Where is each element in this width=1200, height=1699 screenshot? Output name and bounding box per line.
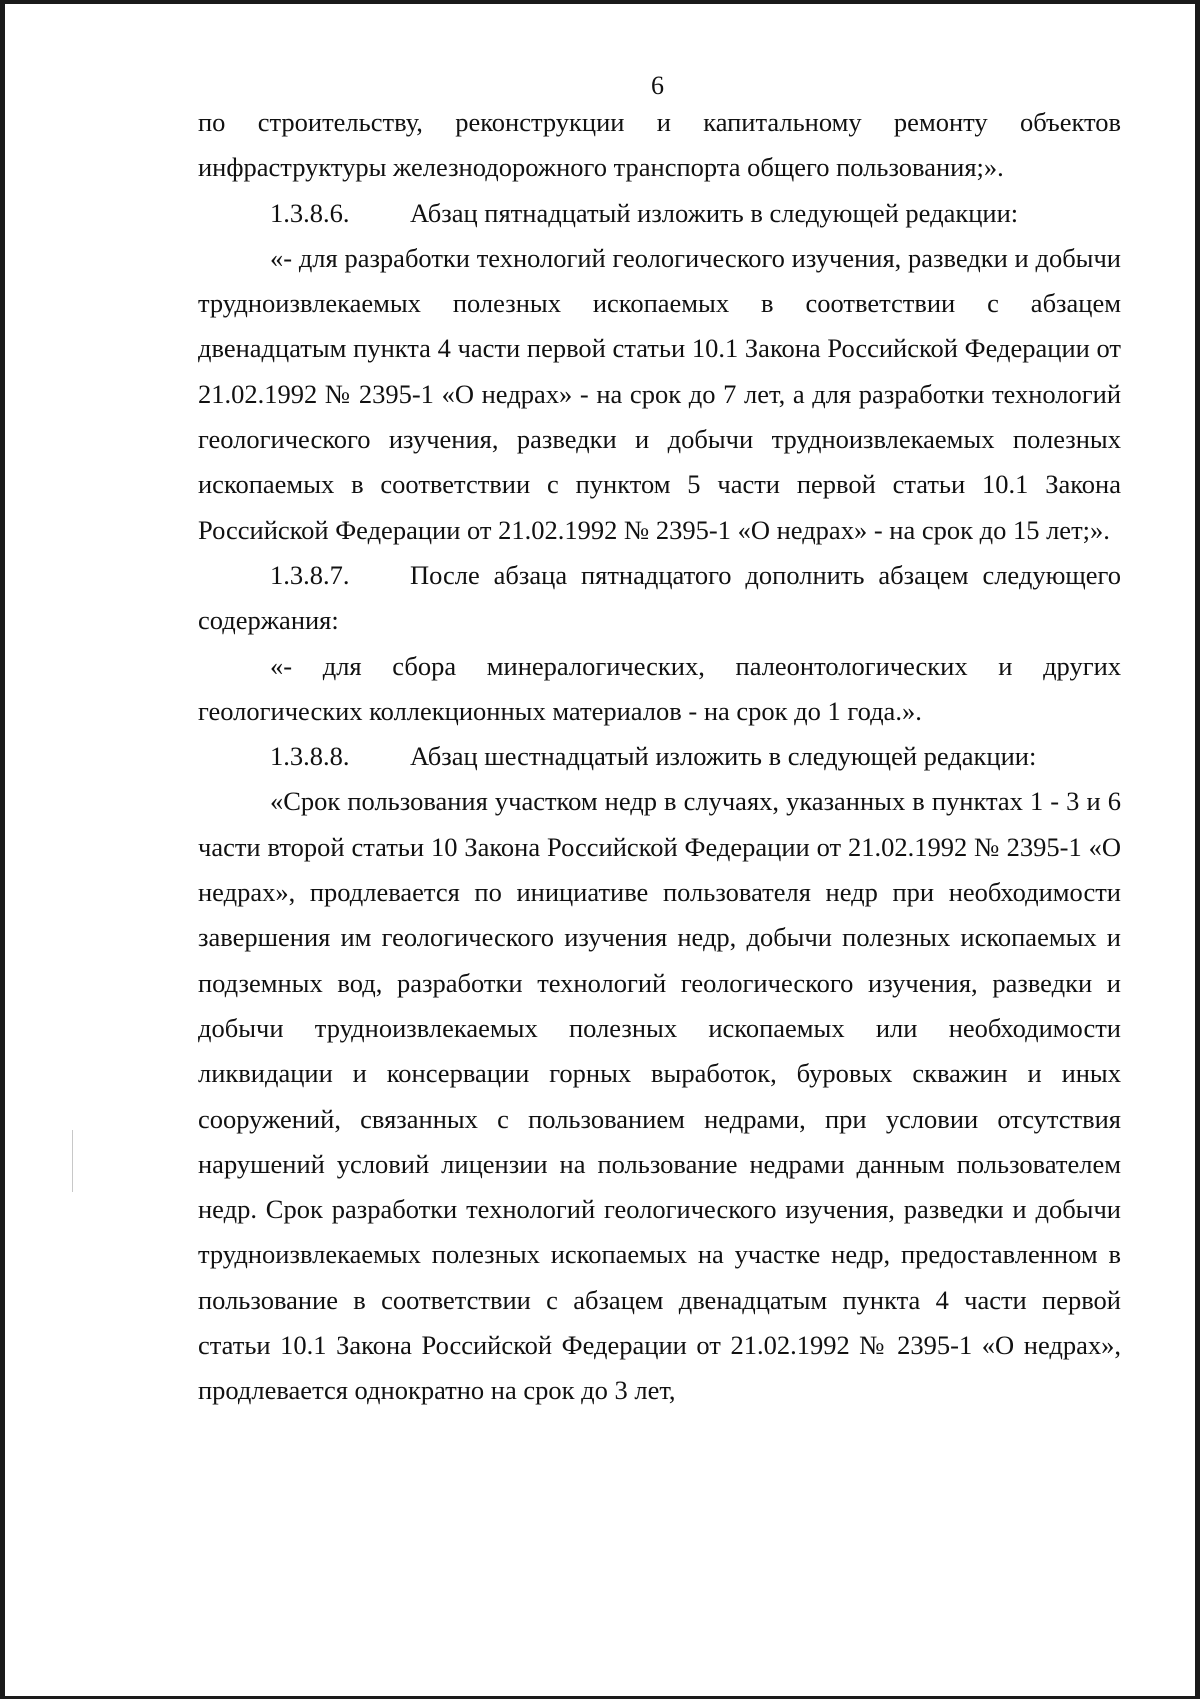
paragraph-item-1-3-8-7 <box>198 553 1121 644</box>
item-text: Абзац пятнадцатый изложить в следующей редакции: <box>410 197 1019 228</box>
item-number: 1.3.8.6. <box>270 197 350 228</box>
paragraph-quote-2: «- для сбора минералогических, палеонтологических и других геологических коллекционных материалов - на срок до 1 года.». <box>198 650 1121 726</box>
paragraph-continuation: по строительству, реконструкции и капитальному ремонту объектов инфраструктуры железнодорожного транспорта общего пользования;». <box>198 107 1121 183</box>
item-text: После абзаца пятнадцатого дополнить абзацем следующего содержания: <box>198 559 1121 636</box>
scan-artifact-line <box>72 1130 73 1192</box>
paragraph-quote-1: «- для разработки технологий геологического изучения, разведки и добычи трудноизвлекаемых полезных ископаемых в соответствии с абзацем двенадцатым пункта 4 части первой статьи 10.1 Закона Российской Федерации от 21.02.1992 № 2395-1 «О недрах» - на срок до 7 лет, а для разработки технологий геологического изучения, разведки и добычи трудноизвлекаемых полезных ископаемых в соответствии с пунктом 5 части первой статьи 10.1 Закона Российской Федерации от 21.02.1992 № 2395-1 «О недрах» - на срок до 15 лет;». <box>198 242 1121 545</box>
page-number: 6 <box>651 71 664 100</box>
item-text: Абзац шестнадцатый изложить в следующей редакции: <box>410 741 1037 772</box>
document-body <box>198 100 1121 1414</box>
item-number: 1.3.8.7. <box>270 559 350 590</box>
paragraph-item-1-3-8-8 <box>198 734 1121 779</box>
paragraph-quote-3: «Срок пользования участком недр в случаях, указанных в пунктах 1 - 3 и 6 части второй статьи 10 Закона Российской Федерации от 21.02.1992 № 2395-1 «О недрах», продлевается по инициативе пользователя недр при необходимости завершения им геологического изучения недр, добычи полезных ископаемых и подземных вод, разработки технологий геологического изучения, разведки и добычи трудноизвлекаемых полезных ископаемых или необходимости ликвидации и консервации горных выработок, буровых скважин и иных сооружений, связанных с пользованием недрами, при условии отсутствия нарушений условий лицензии на пользование недрами данным пользователем недр. Срок разработки технологий геологического изучения, разведки и добычи трудноизвлекаемых полезных ископаемых на участке недр, предоставленном в пользование в соответствии с абзацем двенадцатым пункта 4 части первой статьи 10.1 Закона Российской Федерации от 21.02.1992 № 2395-1 «О недрах», продлевается однократно на срок до 3 лет, <box>198 786 1121 1406</box>
paragraph-item-1-3-8-6 <box>198 191 1121 236</box>
item-number: 1.3.8.8. <box>270 741 350 772</box>
